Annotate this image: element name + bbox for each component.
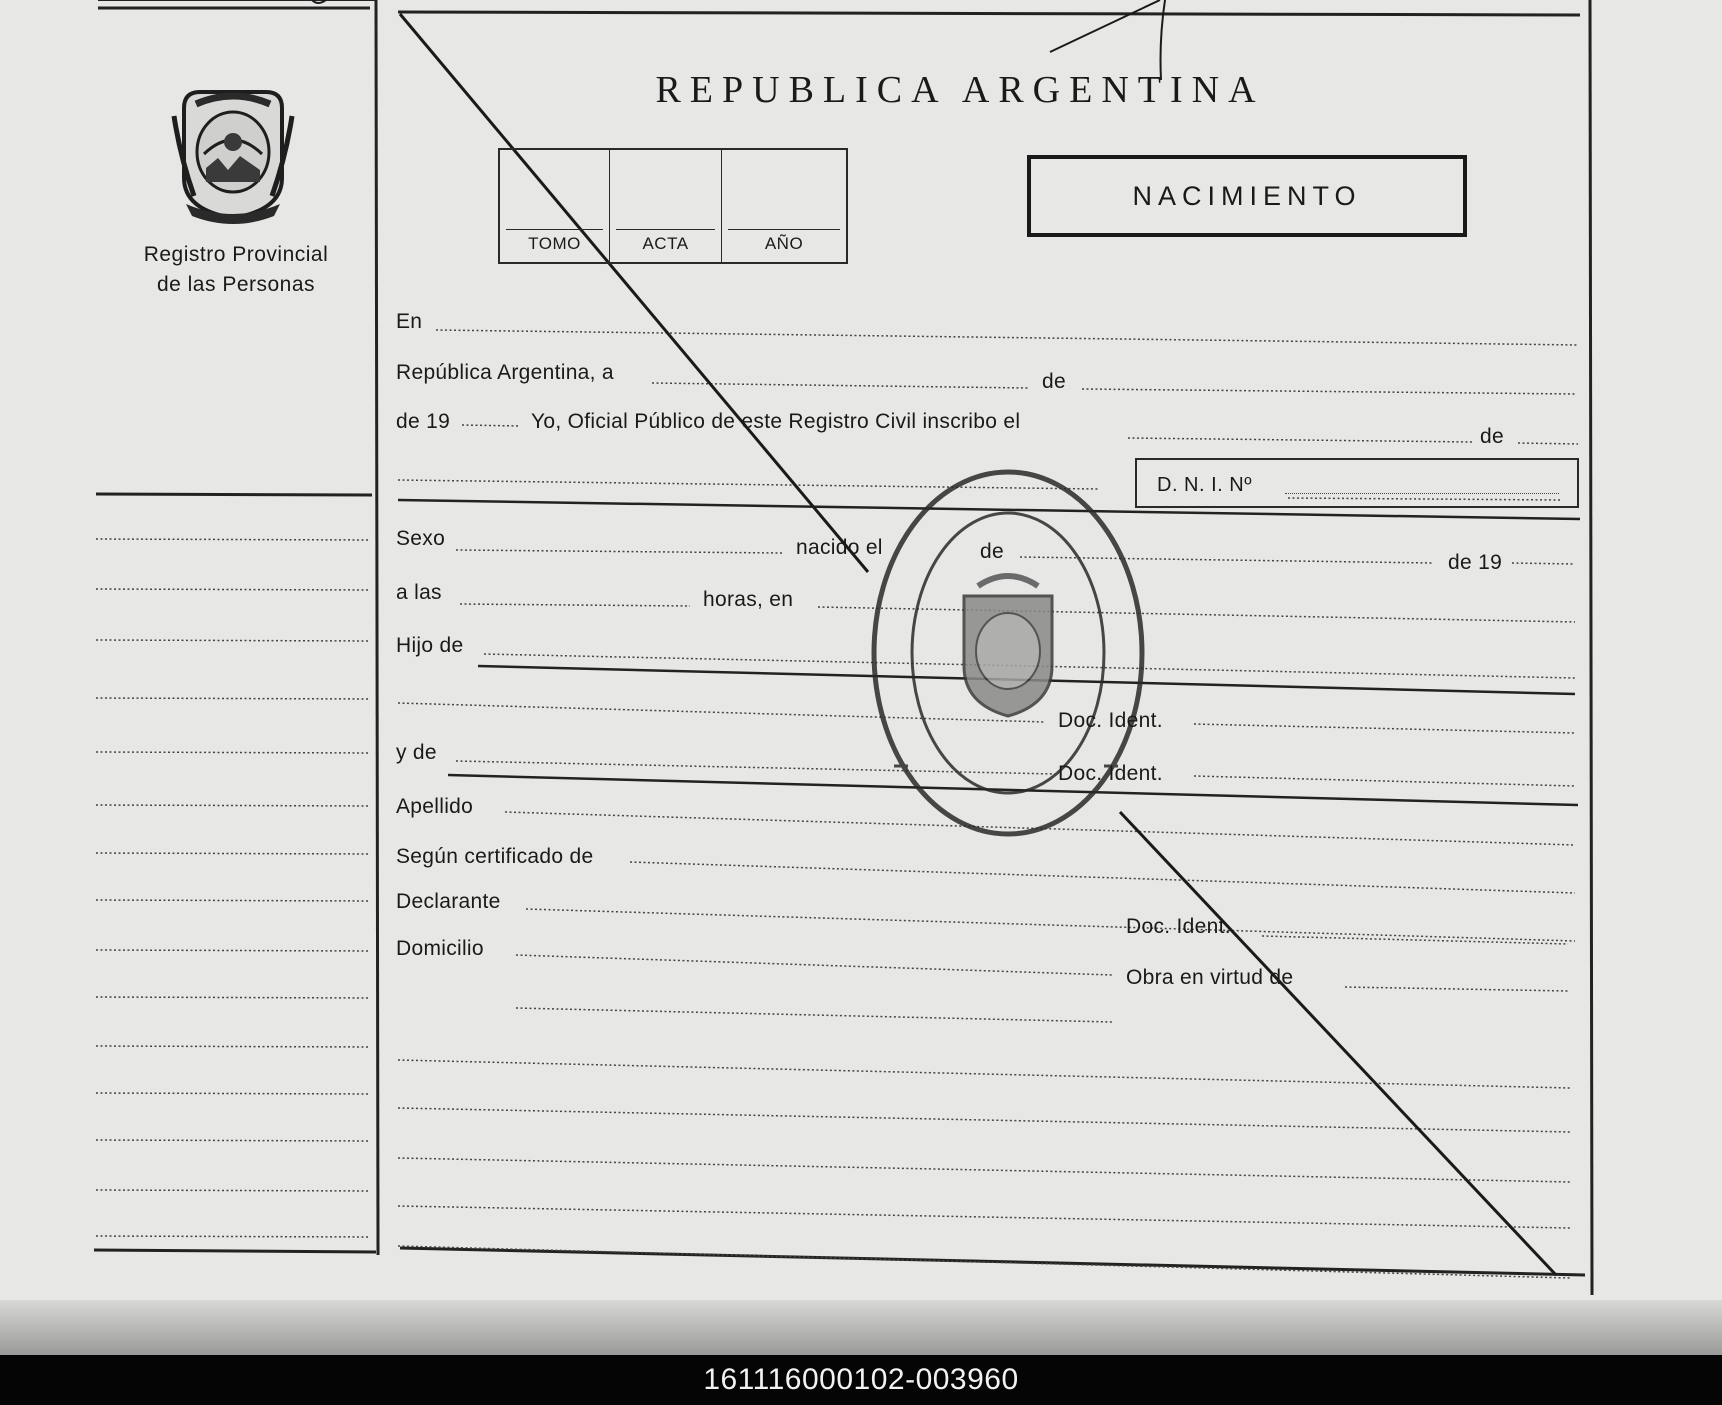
dni-box — [1135, 458, 1579, 508]
field-label-hijo: Hijo de — [396, 634, 464, 657]
act-type-label: NACIMIENTO — [1132, 181, 1362, 211]
acta-cell — [610, 150, 722, 262]
tomo-label: TOMO — [528, 234, 581, 253]
field-label-obra: Obra en virtud de — [1126, 966, 1294, 989]
document-title: REPUBLICA ARGENTINA — [655, 69, 1265, 111]
field-label-horas: horas, en — [703, 588, 794, 611]
anio-cell — [722, 150, 846, 262]
field-label-yo: Yo, Oficial Público de este Registro Civil inscribo el — [531, 410, 1021, 433]
act-type-box — [1027, 155, 1467, 237]
field-label-nacido: nacido el — [796, 536, 883, 559]
field-label-sexo: Sexo — [396, 527, 446, 550]
field-label-de-19: de 19 — [1448, 551, 1503, 574]
provincial-seal-icon — [170, 86, 296, 224]
field-label-de-19: de 19 — [396, 410, 451, 433]
field-label-republica: República Argentina, a — [396, 361, 614, 384]
office-name-line1: Registro Provincial — [143, 243, 329, 266]
anio-label: AÑO — [764, 234, 804, 253]
field-label-doc-ident: Doc. Ident. — [1058, 709, 1163, 732]
acta-label: ACTA — [642, 234, 689, 253]
field-label-doc-ident: Doc. Ident. — [1058, 762, 1163, 785]
paper-edge-shadow — [0, 1300, 1722, 1355]
field-label-a-las: a las — [396, 581, 442, 604]
office-name-line2: de las Personas — [156, 273, 316, 296]
tomo-cell — [500, 150, 610, 262]
field-label-domicilio: Domicilio — [396, 937, 484, 960]
field-label-segun: Según certificado de — [396, 845, 594, 868]
field-label-y-de: y de — [396, 741, 437, 764]
dni-label: D. N. I. Nº — [1157, 474, 1253, 496]
document-id: 161116000102-003960 — [703, 1363, 1019, 1396]
field-label-de: de — [980, 540, 1004, 563]
coat-of-arms-icon — [964, 576, 1052, 716]
field-label-declarante: Declarante — [396, 890, 501, 913]
field-label-apellido: Apellido — [396, 795, 474, 818]
field-label-de: de — [1480, 425, 1504, 448]
field-label-de: de — [1042, 370, 1066, 393]
reference-table — [498, 148, 848, 264]
field-label-en: En — [396, 310, 423, 333]
field-label-doc-ident: Doc. Ident. — [1126, 915, 1231, 938]
